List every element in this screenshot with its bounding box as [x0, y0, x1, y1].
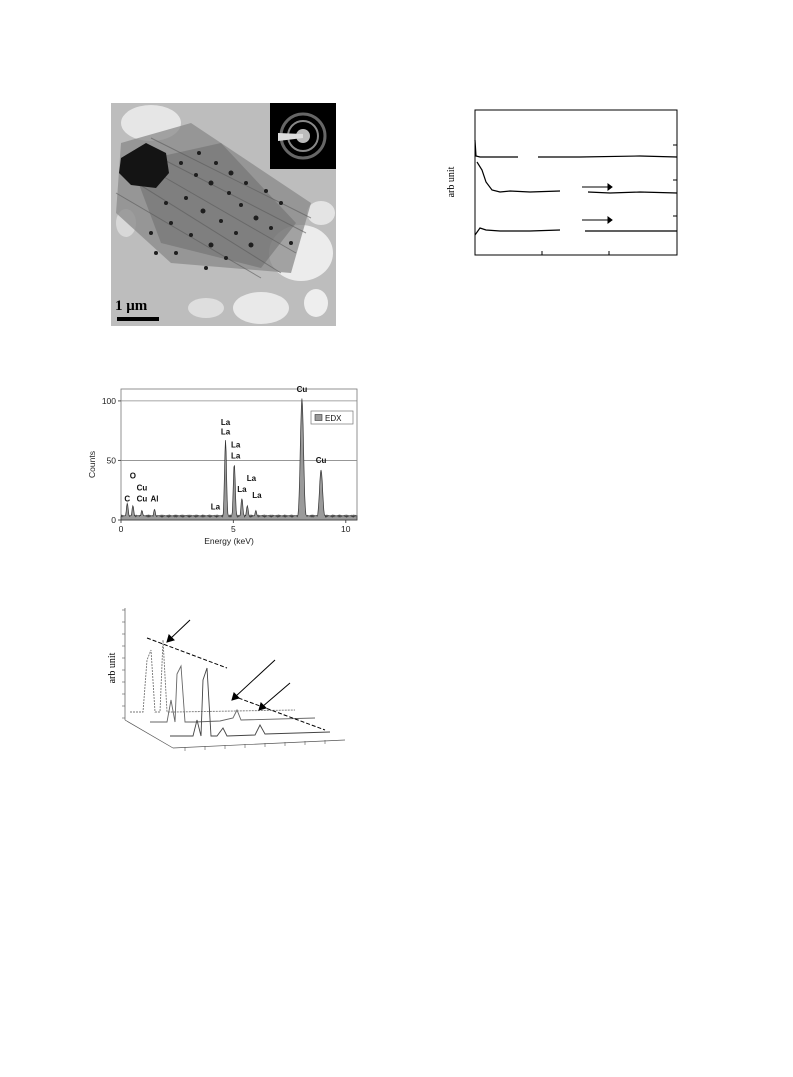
- edx-peak-label: La: [246, 474, 257, 484]
- edx-xtick-label: 10: [341, 524, 351, 534]
- edx-ytick-label: 100: [101, 395, 116, 406]
- tem-micrograph: [111, 103, 336, 326]
- diffraction-pattern-inset: [270, 103, 336, 169]
- edx-peak-label: Cu: [296, 385, 308, 394]
- dashed-guide-1: [147, 638, 227, 668]
- edx-peak-label: La: [220, 418, 231, 428]
- edx-peak-label: La: [220, 427, 231, 437]
- edx-peak-label: La: [237, 484, 247, 494]
- trace-1: [475, 140, 677, 157]
- edx-ytick-label: 0: [111, 515, 116, 525]
- waterfall-arrow-1: [169, 620, 190, 640]
- dashed-guide-2: [233, 696, 325, 730]
- edx-peak-label: La: [230, 440, 241, 450]
- waterfall-arrow-3: [262, 683, 290, 707]
- trace-2: [477, 162, 677, 193]
- waterfall-y-axis: [125, 720, 173, 748]
- edx-peak-label: Cu: [315, 456, 327, 466]
- waterfall-trace-2: [150, 666, 315, 722]
- waterfall-trace-1: [130, 640, 295, 712]
- edx-peak-label: Cu: [136, 483, 148, 493]
- edx-peak-label: La: [252, 490, 262, 500]
- signal-traces-figure: [440, 100, 690, 265]
- waterfall-ylabel: arb unit: [107, 652, 118, 684]
- waterfall-arrow-2: [235, 660, 275, 697]
- waterfall-figure: [105, 600, 350, 765]
- edx-ytick-label: 50: [106, 455, 116, 466]
- edx-peak-label: Al: [150, 494, 159, 504]
- signal-ylabel: arb unit: [446, 166, 457, 198]
- edx-legend-label: EDX: [325, 414, 342, 423]
- edx-ylabel: Counts: [87, 451, 97, 478]
- trace-3: [475, 228, 677, 235]
- waterfall-x-axis: [173, 740, 345, 748]
- edx-xtick-label: 0: [118, 524, 124, 534]
- signal-plot-frame: [475, 110, 677, 255]
- edx-peak-label: La: [210, 502, 221, 512]
- edx-peak-label: C: [124, 494, 131, 504]
- edx-peak-label: La: [230, 451, 241, 461]
- edx-xtick-label: 5: [231, 524, 236, 534]
- edx-spectrum-chart: [85, 385, 365, 550]
- edx-peak-label: Cu: [136, 494, 148, 504]
- edx-peak-label: O: [129, 471, 137, 481]
- scale-bar: [117, 317, 159, 321]
- edx-legend-swatch: [315, 415, 322, 421]
- scale-bar-label: 1 μm: [115, 298, 148, 314]
- edx-xlabel: Energy (keV): [204, 536, 254, 546]
